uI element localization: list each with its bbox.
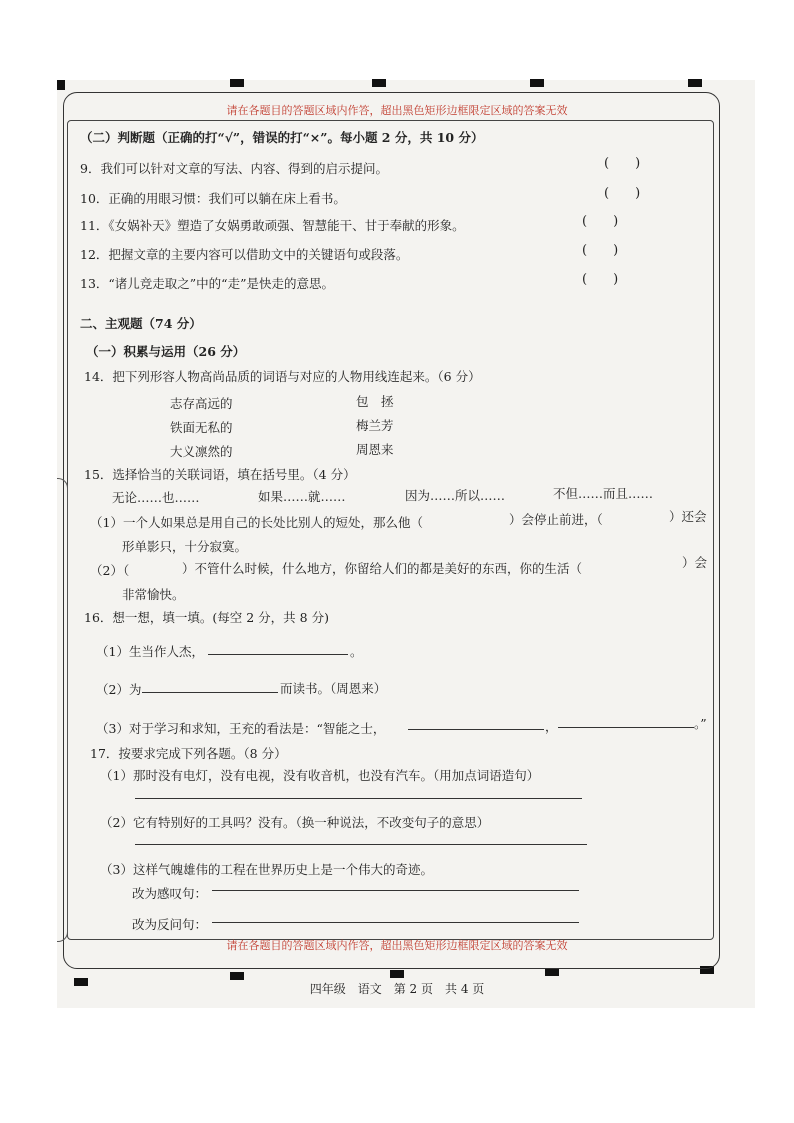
q15-sentence-2c: ）会	[682, 555, 708, 570]
question-12: 12．把握文章的主要内容可以借助文中的关键语句或段落。	[80, 247, 409, 262]
q17-item-1: （1）那时没有电灯，没有电视，没有收音机，也没有汽车。（用加点词语造句）	[100, 768, 540, 783]
question-17: 17．按要求完成下列各题。（8 分）	[90, 746, 287, 761]
q17-answer-line-1[interactable]	[135, 798, 582, 799]
left-page-edge	[57, 478, 68, 942]
q15-sentence-1b: ）会停止前进，（	[509, 512, 603, 527]
subjective-heading: 二、主观题（74 分）	[80, 316, 202, 331]
q17-answer-line-2[interactable]	[135, 844, 587, 845]
answer-paren-10[interactable]: ( )	[604, 186, 641, 201]
q17-question-label: 改为反问句：	[132, 917, 208, 932]
answer-paren-12[interactable]: ( )	[582, 243, 619, 258]
q16-line-3-prefix: （3）对于学习和求知，王充的看法是：“智能之士，	[96, 721, 386, 736]
judgement-heading: （二）判断题（正确的打“√”，错误的打“×”。每小题 2 分，共 10 分）	[80, 130, 484, 145]
warning-top: 请在各题目的答题区域内作答，超出黑色矩形边框限定区域的答案无效	[226, 104, 568, 117]
q17-exclaim-label: 改为感叹句：	[132, 886, 208, 901]
q16-line-2-suffix: 而读书。（周恩来）	[280, 681, 387, 696]
q16-line-1-suffix: 。	[350, 644, 363, 659]
alignment-mark	[57, 80, 65, 90]
answer-paren-9[interactable]: ( )	[604, 156, 641, 171]
alignment-mark	[688, 79, 702, 87]
q17-question-line[interactable]	[212, 922, 579, 923]
q16-blank-3[interactable]	[408, 729, 544, 730]
q15-option-4: 不但……而且……	[553, 486, 654, 501]
q14-left-1[interactable]: 志存高远的	[170, 396, 233, 411]
q15-option-3: 因为……所以……	[405, 488, 506, 503]
q16-blank-2[interactable]	[142, 692, 278, 693]
alignment-mark	[372, 79, 386, 87]
question-14: 14．把下列形容人物高尚品质的词语与对应的人物用线连起来。（6 分）	[84, 369, 481, 384]
question-16: 16．想一想，填一填。(每空 2 分，共 8 分)	[84, 610, 329, 625]
q16-line-3-sep: ，	[545, 719, 558, 734]
q17-item-3: （3）这样气魄雄伟的工程在世界历史上是一个伟大的奇迹。	[100, 862, 433, 877]
question-15: 15．选择恰当的关联词语，填在括号里。（4 分）	[84, 467, 356, 482]
question-13: 13．“诸儿竞走取之”中的“走”是快走的意思。	[80, 276, 334, 291]
q15-sentence-2a: （2）（	[90, 563, 130, 578]
alignment-mark	[530, 79, 544, 87]
page-footer: 四年级 语文 第 2 页 共 4 页	[309, 982, 485, 996]
q16-blank-4[interactable]	[558, 727, 694, 728]
q15-sentence-1c: ）还会	[669, 509, 707, 524]
q16-line-3-suffix: 。”	[694, 716, 707, 731]
q14-left-2[interactable]: 铁面无私的	[170, 420, 233, 435]
answer-paren-13[interactable]: ( )	[582, 272, 619, 287]
alignment-mark	[390, 970, 404, 978]
q15-sentence-2d: 非常愉快。	[122, 587, 185, 602]
q15-sentence-1a: （1）一个人如果总是用自己的长处比别人的短处，那么他（	[90, 515, 423, 530]
q14-right-1[interactable]: 包 拯	[356, 394, 394, 409]
alignment-mark	[230, 79, 244, 87]
accumulation-heading: （一）积累与运用（26 分）	[86, 344, 246, 359]
q16-line-2-prefix: （2）为	[96, 682, 142, 697]
warning-bottom: 请在各题目的答题区域内作答，超出黑色矩形边框限定区域的答案无效	[226, 939, 568, 952]
q16-line-1-prefix: （1）生当作人杰，	[96, 644, 204, 659]
question-10: 10．正确的用眼习惯：我们可以躺在床上看书。	[80, 191, 346, 206]
alignment-mark	[230, 972, 244, 980]
q17-exclaim-line[interactable]	[212, 890, 579, 891]
q15-option-2: 如果……就……	[258, 489, 346, 504]
q14-left-3[interactable]: 大义凛然的	[170, 444, 233, 459]
q17-item-2: （2）它有特别好的工具吗？没有。（换一种说法，不改变句子的意思）	[100, 815, 490, 830]
q14-right-3[interactable]: 周恩来	[356, 442, 394, 457]
answer-paren-11[interactable]: ( )	[582, 214, 619, 229]
q14-right-2[interactable]: 梅兰芳	[356, 418, 394, 433]
alignment-mark	[545, 968, 559, 976]
question-9: 9．我们可以针对文章的写法、内容、得到的启示提问。	[80, 161, 388, 176]
q15-option-1: 无论……也……	[112, 490, 200, 505]
q15-sentence-2b: ）不管什么时候，什么地方，你留给人们的都是美好的东西，你的生活（	[182, 561, 583, 576]
question-11: 11．《女娲补天》塑造了女娲勇敢顽强、智慧能干、甘于奉献的形象。	[80, 218, 465, 233]
q15-sentence-1d: 形单影只，十分寂寞。	[122, 539, 248, 554]
q16-blank-1[interactable]	[208, 654, 348, 655]
